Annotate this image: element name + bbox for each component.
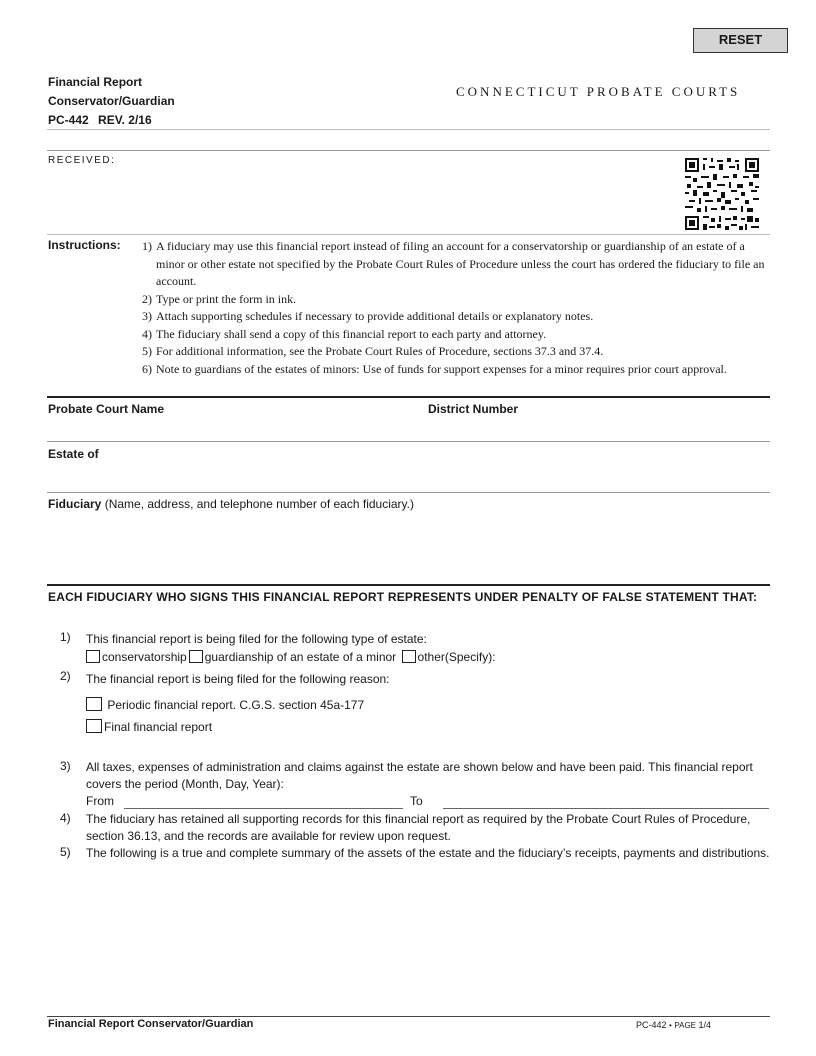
instruction-item: 3) Attach supporting schedules if necessary to provide additional details or explanatory notes. — [142, 309, 594, 323]
court-name-input[interactable] — [48, 418, 418, 440]
instruction-item: 6) Note to guardians of the estates of minors: Use of funds for support expenses for a minor requires prior court approval. — [142, 361, 727, 376]
form-title-line1: Financial Report — [48, 75, 143, 89]
footer-form-title: Financial Report Conservator/Guardian — [48, 1018, 254, 1030]
instructions-top-divider — [47, 234, 770, 235]
periodic-report-checkbox[interactable] — [86, 697, 102, 711]
estate-of-input[interactable] — [48, 463, 768, 491]
statement-5-text: The following is a true and complete summary of the assets of the estate and the fiduciary’s receipts, payments and distributions. — [86, 846, 770, 860]
fiduciary-label-line — [48, 497, 414, 511]
conservatorship-label: conservatorship — [102, 650, 187, 664]
period-from-label: From — [86, 794, 114, 808]
statement-4-number: 4) — [60, 811, 71, 825]
statement-3-number: 3) — [60, 759, 71, 773]
court-field-divider — [47, 441, 770, 442]
footer-page-label: PAGE — [674, 1021, 696, 1030]
court-section-divider — [47, 396, 770, 398]
statement-2-text: The financial report is being filed for the following reason: — [86, 672, 390, 686]
received-top-divider — [47, 150, 770, 151]
statement-1-text: This financial report is being filed for the following type of estate: — [86, 632, 427, 646]
district-number-input[interactable] — [428, 418, 768, 440]
final-report-checkbox[interactable] — [86, 719, 102, 733]
estate-type-options — [86, 649, 496, 666]
period-from-input[interactable] — [124, 791, 403, 809]
instruction-item: 5) For additional information, see the Probate Court Rules of Procedure, sections 37.3 and 37.4. — [142, 344, 604, 358]
final-report-label: Final financial report — [104, 720, 213, 734]
guardianship-label: guardianship of an estate of a minor — [204, 650, 397, 664]
footer-bullet: • — [669, 1021, 672, 1030]
footer-page-number: 1/4 — [698, 1020, 712, 1030]
statement-4-text: The fiduciary has retained all supporting records for this financial report as required by the Probate Court Rules of Procedure, section 36.13, and the records are available for review upon request. — [86, 812, 751, 843]
footer-form-number: PC-442 — [636, 1020, 667, 1030]
period-to-input[interactable] — [443, 791, 769, 809]
other-estate-label: other(Specify): — [417, 650, 496, 664]
form-title-block — [48, 73, 175, 130]
final-option — [86, 719, 212, 736]
court-heading: CONNECTICUT PROBATE COURTS — [456, 84, 741, 99]
estate-of-label: Estate of — [48, 447, 99, 461]
reset-button[interactable]: RESET — [693, 28, 788, 53]
district-number-label: District Number — [428, 402, 519, 416]
statement-section-divider — [47, 584, 770, 586]
guardianship-checkbox[interactable] — [189, 650, 203, 663]
other-estate-checkbox[interactable] — [402, 650, 416, 663]
received-label: RECEIVED: — [48, 155, 116, 166]
period-from-underline — [124, 808, 403, 809]
court-name-label: Probate Court Name — [48, 402, 165, 416]
qr-code-icon — [685, 158, 759, 230]
periodic-option — [86, 697, 364, 714]
fiduciary-input[interactable] — [48, 514, 768, 582]
period-to-underline — [443, 808, 769, 809]
instructions-list — [136, 238, 776, 378]
statement-3-text: All taxes, expenses of administration and claims against the estate are shown below and have been paid. This financial report covers the period (Month, Day, Year): — [86, 760, 753, 791]
form-number-line — [48, 111, 175, 130]
statement-5-number: 5) — [60, 845, 71, 859]
conservatorship-checkbox[interactable] — [86, 650, 100, 663]
statement-2-number: 2) — [60, 669, 71, 683]
form-title-line2: Conservator/Guardian — [48, 94, 175, 108]
instructions-label: Instructions: — [48, 238, 121, 252]
statement-1-number: 1) — [60, 630, 71, 644]
estate-field-divider — [47, 492, 770, 493]
statement-heading: EACH FIDUCIARY WHO SIGNS THIS FINANCIAL REPORT REPRESENTS UNDER PENALTY OF FALSE STATEMENT THAT: — [48, 590, 758, 604]
fiduciary-label: Fiduciary — [48, 497, 102, 511]
instruction-item: 1) A fiduciary may use this financial report instead of filing an account for a conservatorship or guardianship of an estate of a minor or other estate not specified by the Probate Court Rules of Procedure unless the court has ordered the fiduciary to file an account. — [142, 239, 765, 288]
footer-page-info — [636, 1020, 711, 1030]
form-number: PC-442 — [48, 113, 89, 127]
period-to-label: To — [410, 794, 423, 808]
periodic-report-label: Periodic financial report. C.G.S. section 45a-177 — [107, 698, 365, 712]
form-revision: REV. 2/16 — [98, 113, 152, 127]
header-divider — [47, 129, 770, 130]
instruction-item: 2) Type or print the form in ink. — [142, 291, 297, 306]
instruction-item: 4) The fiduciary shall send a copy of this financial report to each party and attorney. — [142, 326, 547, 341]
footer-divider — [47, 1016, 770, 1017]
fiduciary-hint: (Name, address, and telephone number of each fiduciary.) — [104, 497, 414, 511]
